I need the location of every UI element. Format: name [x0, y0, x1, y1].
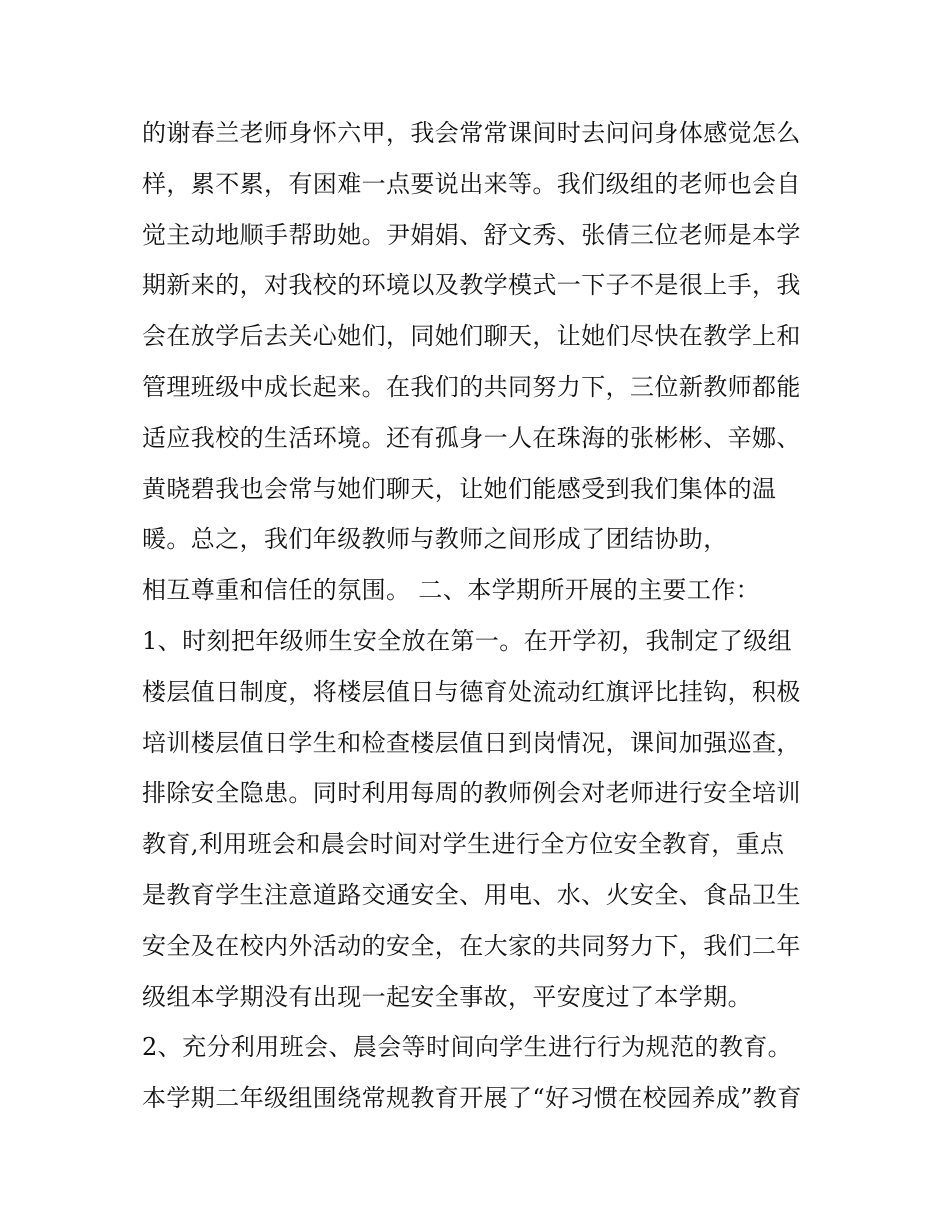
text-line: 的谢春兰老师身怀六甲，我会常常课间时去问问身体感觉怎么 — [142, 119, 801, 147]
text-line: 期新来的，对我校的环境以及教学模式一下子不是很上手，我 — [142, 271, 801, 300]
text-line: 楼层值日制度，将楼层值日与德育处流动红旗评比挂钩，积极 — [142, 677, 801, 706]
text-line: 培训楼层值日学生和检查楼层值日到岗情况，课间加强巡查， — [142, 728, 801, 757]
text-line: 排除安全隐患。同时利用每周的教师例会对老师进行安全培训 — [142, 779, 801, 808]
text-line: 安全及在校内外活动的安全，在大家的共同努力下，我们二年 — [142, 931, 801, 960]
text-line: 2、充分利用班会、晨会等时间向学生进行行为规范的教育。 — [142, 1033, 793, 1062]
text-line: 本学期二年级组围绕常规教育开展了“好习惯在校园养成”教育 — [142, 1084, 802, 1113]
text-line: 级组本学期没有出现一起安全事故，平安度过了本学期。 — [142, 982, 752, 1011]
text-line: 样，累不累，有困难一点要说出来等。我们级组的老师也会自 — [142, 169, 801, 198]
text-line: 1、时刻把年级师生安全放在第一。在开学初，我制定了级组 — [142, 626, 793, 655]
text-line: 觉主动地顺手帮助她。尹娟娟、舒文秀、张倩三位老师是本学 — [142, 220, 801, 249]
text-line: 管理班级中成长起来。在我们的共同努力下，三位新教师都能 — [142, 372, 801, 401]
text-line: 暖。总之，我们年级教师与教师之间形成了团结协助， — [142, 525, 728, 554]
text-line: 相互尊重和信任的氛围。 二、本学期所开展的主要工作： — [142, 576, 761, 605]
text-line: 黄晓碧我也会常与她们聊天，让她们能感受到我们集体的温 — [142, 474, 777, 503]
document-body — [142, 108, 822, 1124]
text-line: 教育,利用班会和晨会时间对学生进行全方位安全教育，重点 — [142, 830, 785, 859]
text-line: 是教育学生注意道路交通安全、用电、水、火安全、食品卫生 — [142, 880, 801, 909]
text-line: 会在放学后去关心她们，同她们聊天，让她们尽快在教学上和 — [142, 322, 801, 351]
text-line: 适应我校的生活环境。还有孤身一人在珠海的张彬彬、辛娜、 — [142, 423, 801, 452]
